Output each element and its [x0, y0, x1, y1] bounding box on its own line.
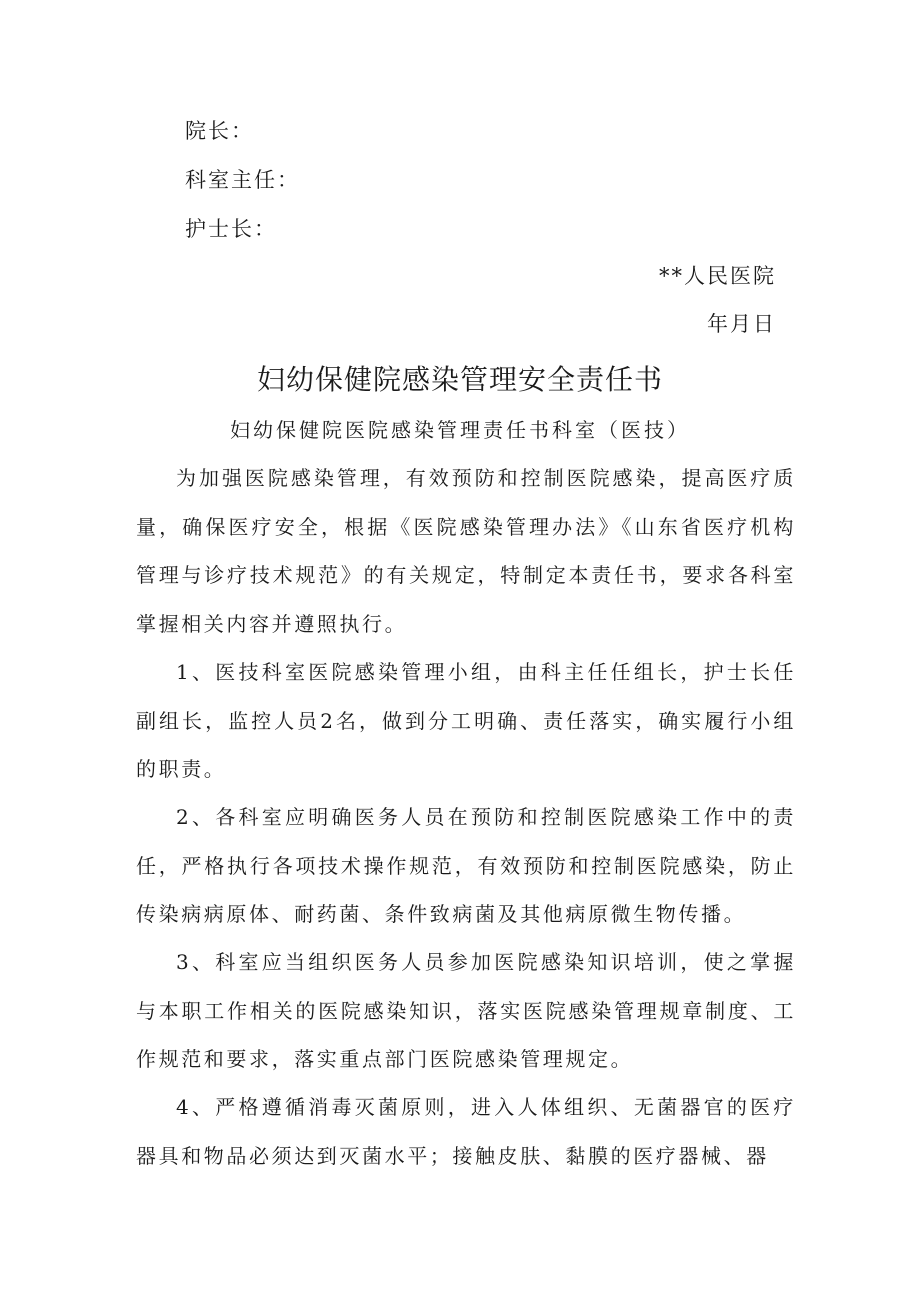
director-signature-line: 科室主任： [185, 168, 300, 192]
hospital-name: **人民医院 [659, 264, 776, 288]
document-subtitle: 妇幼保健院医院感染管理责任书科室（医技） [230, 418, 690, 442]
document-title: 妇幼保健院感染管理安全责任书 [256, 363, 663, 396]
paragraph-item-3: 3、科室应当组织医务人员参加医院感染知识培训，使之掌握与本职工作相关的医院感染知识，落实医院感染管理规章制度、工作规范和要求，落实重点部门医院感染管理规定。 [136, 950, 796, 1071]
paragraph-item-4: 4、严格遵循消毒灭菌原则，进入人体组织、无菌器官的医疗器具和物品必须达到灭菌水平；接触皮肤、黏膜的医疗器械、器 [136, 1095, 796, 1168]
paragraph-item-1: 1、医技科室医院感染管理小组，由科主任任组长，护士长任副组长，监控人员2名，做到分工明确、责任落实，确实履行小组的职责。 [136, 660, 796, 781]
paragraph-intro: 为加强医院感染管理，有效预防和控制医院感染，提高医疗质量，确保医疗安全，根据《医院感染管理办法》《山东省医疗机构管理与诊疗技术规范》的有关规定，特制定本责任书，要求各科室掌握相关内容并遵照执行。 [136, 466, 796, 636]
head-nurse-signature-line: 护士长： [185, 217, 277, 241]
paragraph-item-2: 2、各科室应明确医务人员在预防和控制医院感染工作中的责任，严格执行各项技术操作规范，有效预防和控制医院感染，防止传染病病原体、耐药菌、条件致病菌及其他病原微生物传播。 [136, 805, 796, 926]
dean-signature-line: 院长： [185, 119, 254, 143]
date-line: 年月日 [707, 312, 776, 336]
